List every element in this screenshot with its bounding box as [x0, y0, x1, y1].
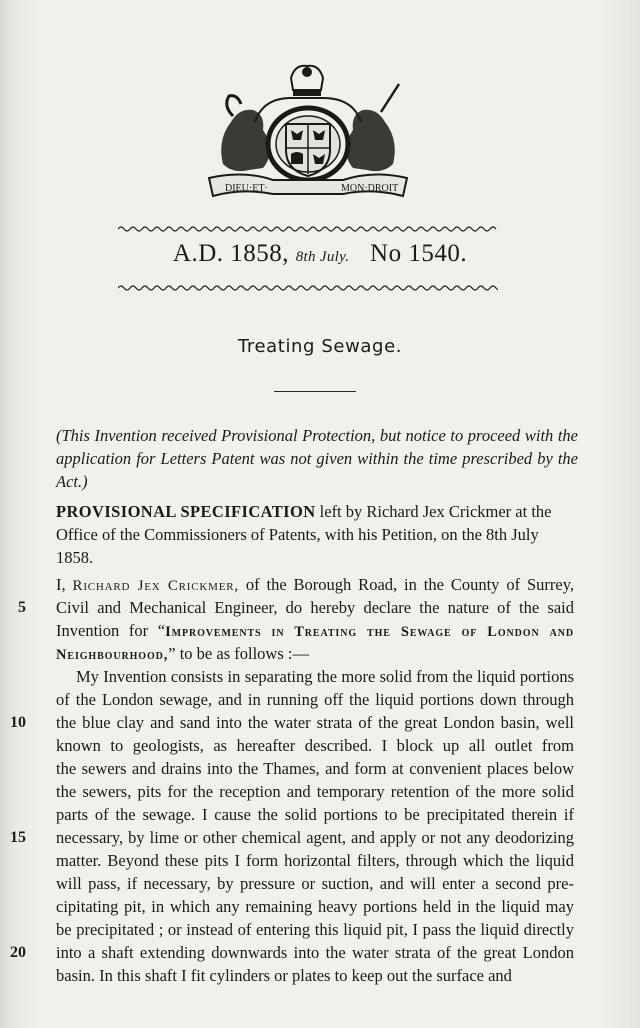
line-number-15: 15: [10, 829, 26, 846]
body-line: basin. In this shaft I fit cylinders or plates to keep out the surface and: [56, 966, 512, 985]
body-line: matter. Beyond these pits I form horizontal filters, through which the liquid: [56, 851, 574, 870]
patent-header: [0, 240, 640, 268]
inventor-name: Richard Jex Crickmer,: [72, 578, 239, 594]
provisional-specification-paragraph: [56, 500, 578, 569]
motto-left-text: DIEU·ET·: [225, 183, 268, 194]
body-line: Neighbourhood,” to be as follows :—: [56, 644, 309, 663]
line-number-20: 20: [10, 944, 26, 961]
invention-title: Improvements in Treating the Sewage of London and: [165, 624, 574, 640]
body-line: parts of the sewage. I cause the solid portions to be precipitated therein if: [56, 805, 574, 824]
body-line: necessary, by lime or other chemical agent, and apply or not any deodorizing: [56, 828, 574, 847]
patent-date: 8th July.: [295, 249, 350, 265]
body-line: Civil and Mechanical Engineer, do hereby declare the nature of the said: [56, 598, 574, 617]
patent-number: No 1540.: [370, 240, 468, 267]
motto-right-text: MON·DROIT: [341, 183, 399, 194]
specification-heading: PROVISIONAL SPECIFICATION: [56, 502, 316, 521]
body-line: the sewers, pits for the reception and temporary retention of the more solid: [56, 782, 574, 801]
invention-title-cont: Neighbourhood,: [56, 647, 169, 663]
body-line: I, Richard Jex Crickmer, of the Borough Road, in the County of Surrey,: [56, 575, 574, 594]
body-line: Invention for “Improvements in Treating the Sewage of London and: [56, 621, 574, 640]
body-line: known to geologists, as hereafter described. I block up all outlet from: [56, 736, 574, 755]
body-line: be precipitated ; or instead of entering this liquid pit, I pass the liquid directly: [56, 920, 574, 939]
line-number-10: 10: [10, 714, 26, 731]
body-line: My Invention consists in separating the more solid from the liquid portions: [76, 667, 574, 686]
document-title: Treating Sewage.: [237, 336, 403, 357]
wavy-rule-bottom: [118, 284, 498, 292]
title-divider: [274, 391, 356, 392]
wavy-rule-top: [118, 225, 498, 233]
body-line: the sewers and drains into the Thames, and form at convenient places below: [56, 759, 574, 778]
body-line: of the London sewage, and in running off the liquid portions down through: [56, 690, 574, 709]
patent-year: A.D. 1858,: [172, 240, 289, 267]
specification-text: left by Richard Jex Crickmer at the Office of the Commissioners of Patents, with his Petition, on the 8th July 1858.: [56, 502, 552, 567]
body-line: cipitating pit, in which any remaining heavy portions held in the liquid may: [56, 897, 574, 916]
royal-coat-of-arms-emblem: [203, 60, 413, 200]
line-number-5: 5: [18, 599, 26, 616]
body-line: into a shaft extending downwards into the water strata of the great London: [56, 943, 574, 962]
provisional-protection-note: (This Invention received Provisional Protection, but notice to proceed with the application for Letters Patent was not given within the time prescribed by the Act.): [56, 426, 578, 491]
body-line: will pass, if necessary, by pressure or suction, and will enter a second pre-: [56, 874, 574, 893]
body-line: the blue clay and sand into the water strata of the great London basin, well: [56, 713, 574, 732]
